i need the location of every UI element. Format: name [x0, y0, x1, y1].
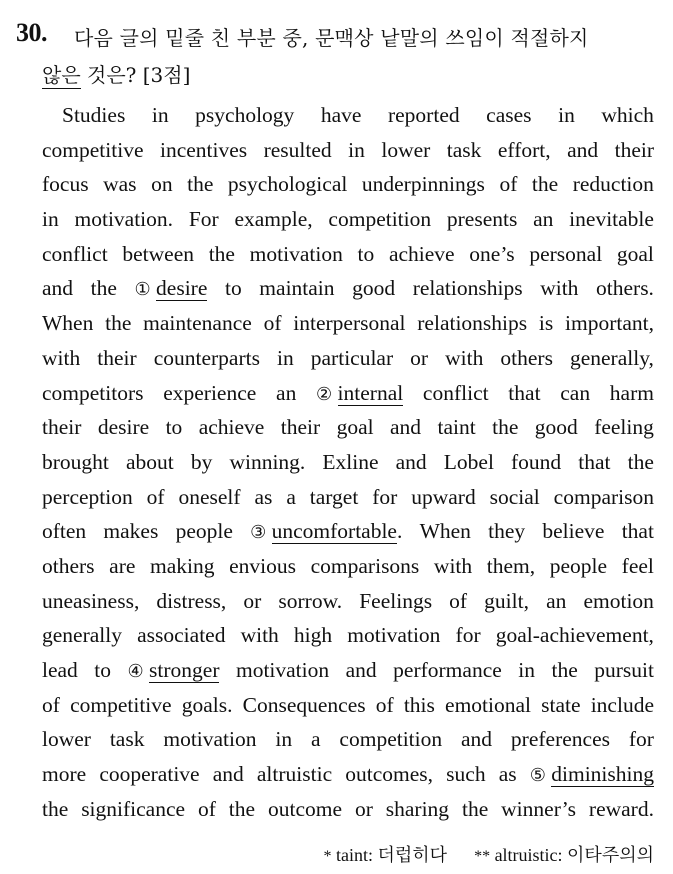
passage-word: with: [433, 553, 473, 578]
passage-word: When: [419, 519, 471, 544]
passage-word: psychological: [227, 172, 348, 197]
passage-word: Lobel: [443, 449, 494, 474]
passage-word: more: [42, 762, 87, 787]
option-marker: ③: [250, 522, 267, 544]
passage-word: in: [558, 103, 575, 127]
passage-word: When: [42, 311, 94, 336]
passage-word: the: [551, 658, 578, 682]
passage-word: motivation: [235, 658, 330, 682]
passage-word: harm: [609, 380, 654, 405]
passage-word: target: [309, 484, 359, 509]
passage-word: of: [42, 692, 60, 717]
passage-word: generally: [42, 623, 122, 648]
passage-line: [42, 549, 654, 584]
passage-word: reduction: [572, 172, 654, 197]
passage-word: the: [228, 796, 256, 821]
passage-word: of: [375, 692, 394, 717]
passage-word: include: [590, 692, 654, 717]
passage-word: that: [621, 519, 654, 544]
passage-word: lower: [381, 137, 431, 162]
passage-word: preferences: [510, 727, 610, 752]
passage-word: the: [208, 241, 235, 266]
passage-word: the: [627, 449, 654, 474]
passage-word: underpinnings: [361, 172, 485, 197]
passage-word: in: [151, 103, 169, 127]
question-prompt: 다음 글의 밑줄 친 부분 중, 문맥상 낱말의 쓰임이 적절하지: [74, 26, 589, 50]
passage-line: [42, 306, 654, 341]
passage-word: their: [97, 345, 137, 370]
passage-word: conflict: [42, 241, 108, 266]
passage-word: maintenance: [143, 311, 252, 336]
passage-word: for: [455, 623, 481, 648]
passage-word: one’s: [469, 241, 515, 266]
passage-line: [42, 271, 654, 306]
passage-word: experience: [163, 380, 257, 405]
passage-word: as: [498, 762, 517, 787]
passage-word: this: [403, 692, 435, 717]
passage-line: [42, 237, 654, 272]
passage-word: a: [286, 484, 296, 509]
passage-word: emotional: [445, 692, 532, 717]
footnote-altruistic: altruistic: 이타주의의: [494, 845, 654, 865]
passage-word: with: [540, 276, 579, 301]
passage-word: the: [531, 172, 559, 197]
passage-line: [42, 445, 654, 480]
passage-word: taint: [437, 415, 476, 440]
passage-word: which: [601, 103, 654, 127]
passage-word: goals.: [181, 692, 233, 717]
passage-line: [42, 792, 654, 827]
passage-word: of: [263, 311, 282, 336]
passage-word: resulted: [263, 137, 332, 162]
option-marker: ④: [127, 661, 144, 682]
passage-word: in: [277, 345, 294, 370]
passage-word: Exline: [322, 449, 379, 474]
passage-word: between: [122, 241, 194, 266]
passage-word: relationships: [412, 276, 523, 301]
passage-word: outcome: [267, 796, 343, 821]
passage-word: and: [395, 449, 427, 474]
passage-word: found: [511, 449, 562, 474]
passage-word: motivation: [347, 623, 441, 648]
passage-word: associated: [137, 623, 226, 648]
passage-word: others: [42, 553, 95, 578]
passage-word: presents: [446, 207, 518, 232]
passage-word: generally,: [569, 345, 654, 370]
passage-word: incentives: [159, 137, 248, 162]
passage-line: [42, 618, 654, 653]
passage-word: the: [42, 796, 69, 821]
passage-word: interpersonal: [293, 311, 406, 336]
passage-word: perception: [42, 484, 133, 509]
passage-word: social: [489, 484, 540, 509]
passage-word: oneself: [178, 484, 241, 509]
passage-word: uneasiness,: [42, 588, 140, 613]
passage-word: winning.: [229, 449, 306, 474]
underlined-option-word: internal: [337, 380, 404, 405]
underlined-option-word: uncomfortable: [271, 519, 397, 544]
passage-word: sorrow.: [278, 588, 343, 613]
answer-option-2: [316, 376, 403, 411]
passage-word: the: [492, 415, 519, 440]
passage-word: their: [42, 415, 82, 440]
passage-word: particular: [310, 345, 394, 370]
passage-word: to: [94, 658, 112, 682]
passage-word: state: [541, 692, 581, 717]
passage-word: competitive: [42, 137, 144, 162]
passage-word: inevitable: [569, 207, 654, 232]
passage-word: focus: [42, 172, 89, 197]
passage-word: an: [533, 207, 554, 232]
option-marker: ①: [134, 279, 151, 301]
passage-word: of: [197, 796, 216, 821]
passage-word: high: [293, 623, 333, 648]
passage-word: guilt,: [484, 588, 529, 613]
passage-word: counterparts: [153, 345, 260, 370]
passage-word: that: [508, 380, 541, 405]
passage-word: that: [578, 449, 611, 474]
passage-word: reward.: [588, 796, 654, 821]
passage-word: goal: [616, 241, 654, 266]
passage-line: [42, 202, 654, 237]
passage-word: to: [224, 276, 242, 301]
passage-word: example,: [234, 207, 313, 232]
passage-word: For: [188, 207, 219, 232]
passage-word: for: [628, 727, 654, 752]
passage-word: in: [518, 658, 535, 682]
passage-word: feel: [621, 553, 654, 578]
passage-word: for: [372, 484, 398, 509]
passage-word: and: [390, 415, 422, 440]
passage-word: emotion: [583, 588, 654, 613]
passage-word: others: [500, 345, 553, 370]
footnote-taint: taint: 더럽히다: [336, 845, 448, 865]
passage-word: is: [538, 311, 554, 336]
passage-word: task: [446, 137, 482, 162]
passage-word: people: [175, 519, 233, 544]
passage-word: to: [357, 241, 375, 266]
passage-word: envious: [229, 553, 297, 578]
passage-word: in: [348, 137, 365, 162]
underlined-option-word: stronger: [149, 658, 220, 682]
footnote-marker: **: [474, 848, 491, 865]
passage-word: distress,: [156, 588, 227, 613]
passage-word: making: [150, 553, 215, 578]
passage-word: an: [276, 380, 297, 405]
passage-word: motivation.: [74, 207, 174, 232]
passage-word: upward: [411, 484, 476, 509]
passage-word: goal: [336, 415, 374, 440]
passage-word: achieve: [388, 241, 455, 266]
passage-word: good: [534, 415, 578, 440]
answer-option-1: [135, 271, 208, 306]
question-number: 30.: [16, 18, 47, 47]
passage-word: Studies: [62, 103, 126, 127]
passage-word: performance: [393, 658, 502, 682]
passage-word: competitors: [42, 380, 144, 405]
prompt-underlined-word: 않은: [42, 63, 81, 87]
passage-word: effort,: [497, 137, 551, 162]
passage-word: winner’s: [501, 796, 576, 821]
passage-word: people: [549, 553, 608, 578]
passage-word: and: [567, 137, 599, 162]
passage-word: a: [311, 727, 321, 752]
footnotes: [324, 841, 654, 867]
passage-word: are: [109, 553, 136, 578]
answer-option-3: ③ uncomfortable.: [250, 519, 403, 544]
question-prompt-continued: [42, 59, 190, 88]
passage-word: an: [546, 588, 567, 613]
passage-word: of: [449, 588, 468, 613]
passage-line: [42, 584, 654, 619]
passage-word: motivation: [163, 727, 257, 752]
passage-word: important,: [565, 311, 654, 336]
passage-word: in: [42, 207, 59, 232]
passage-line: [42, 722, 654, 757]
passage-word: goal-achievement,: [495, 623, 654, 648]
passage-word: competition: [328, 207, 432, 232]
passage-word: relationships: [417, 311, 528, 336]
passage-word: cases: [486, 103, 532, 127]
passage-word: their: [280, 415, 321, 440]
passage-word: believe: [542, 519, 605, 544]
passage-word: the: [187, 172, 214, 197]
passage-word: lower: [42, 727, 91, 752]
passage-word: makes: [103, 519, 159, 544]
passage-word: lead: [42, 658, 78, 682]
passage-word: comparison: [553, 484, 654, 509]
passage-word: the: [461, 796, 489, 821]
passage-word: desire: [97, 415, 150, 440]
passage-word: and: [42, 276, 74, 301]
passage-word: task: [109, 727, 145, 752]
passage-word: to: [165, 415, 183, 440]
passage-word: often: [42, 519, 87, 544]
passage-word: their: [614, 137, 654, 162]
passage-word: personal: [529, 241, 603, 266]
passage-word: maintain: [259, 276, 335, 301]
passage-word: conflict: [422, 380, 489, 405]
passage-word: or: [243, 588, 262, 613]
prompt-rest: 것은? [3점]: [80, 63, 191, 87]
passage-word: sharing: [385, 796, 450, 821]
passage-word: or: [410, 345, 429, 370]
passage-word: pursuit: [594, 658, 654, 682]
passage-word: was: [103, 172, 137, 197]
passage-word: Consequences: [242, 692, 366, 717]
passage-line: [42, 376, 654, 411]
passage-word: or: [354, 796, 373, 821]
passage-word: altruistic: [256, 762, 333, 787]
option-marker: ⑤: [529, 765, 546, 787]
passage-word: the: [105, 311, 132, 336]
passage-word: can: [560, 380, 591, 405]
option-marker: ②: [316, 383, 333, 405]
passage-word: motivation: [249, 241, 343, 266]
passage-word: feeling: [594, 415, 654, 440]
passage-word: in: [275, 727, 293, 752]
passage-line: [42, 133, 654, 168]
passage-word: reported: [387, 103, 460, 127]
passage-word: achieve: [198, 415, 265, 440]
footnote-marker: *: [323, 848, 332, 865]
passage-word: have: [320, 103, 362, 127]
underlined-option-word: diminishing: [551, 762, 654, 787]
passage-word: them,: [486, 553, 536, 578]
passage-word: on: [151, 172, 173, 197]
passage-line: [42, 410, 654, 445]
passage-word: competition: [339, 727, 443, 752]
passage-word: with: [445, 345, 484, 370]
passage-line: [42, 167, 654, 202]
passage-word: as: [254, 484, 273, 509]
passage-word: others.: [596, 276, 654, 301]
passage-line: [42, 653, 654, 688]
passage-word: cooperative: [99, 762, 200, 787]
passage-word: with: [42, 345, 81, 370]
passage-word: brought: [42, 449, 109, 474]
answer-option-4: [128, 653, 220, 688]
passage-line: [42, 757, 654, 792]
passage-word: the: [90, 276, 117, 301]
reading-passage: [42, 98, 654, 826]
passage-word: and: [461, 727, 493, 752]
passage-word: and: [345, 658, 377, 682]
underlined-option-word: desire: [156, 276, 208, 301]
passage-line: [42, 514, 654, 549]
passage-word: by: [190, 449, 213, 474]
passage-word: about: [125, 449, 174, 474]
passage-line: [42, 98, 654, 133]
passage-word: of: [146, 484, 165, 509]
passage-word: outcomes,: [345, 762, 434, 787]
passage-word: significance: [81, 796, 186, 821]
passage-word: competitive: [70, 692, 172, 717]
passage-word: good: [352, 276, 396, 301]
passage-word: of: [499, 172, 518, 197]
passage-word: with: [240, 623, 279, 648]
passage-word: they: [488, 519, 526, 544]
passage-word: such: [446, 762, 486, 787]
passage-line: [42, 480, 654, 515]
passage-word: Feelings: [359, 588, 433, 613]
answer-option-5: [530, 757, 654, 792]
passage-word: psychology: [195, 103, 295, 127]
passage-word: comparisons: [310, 553, 420, 578]
passage-word: and: [212, 762, 244, 787]
passage-line: [42, 688, 654, 723]
passage-line: [42, 341, 654, 376]
